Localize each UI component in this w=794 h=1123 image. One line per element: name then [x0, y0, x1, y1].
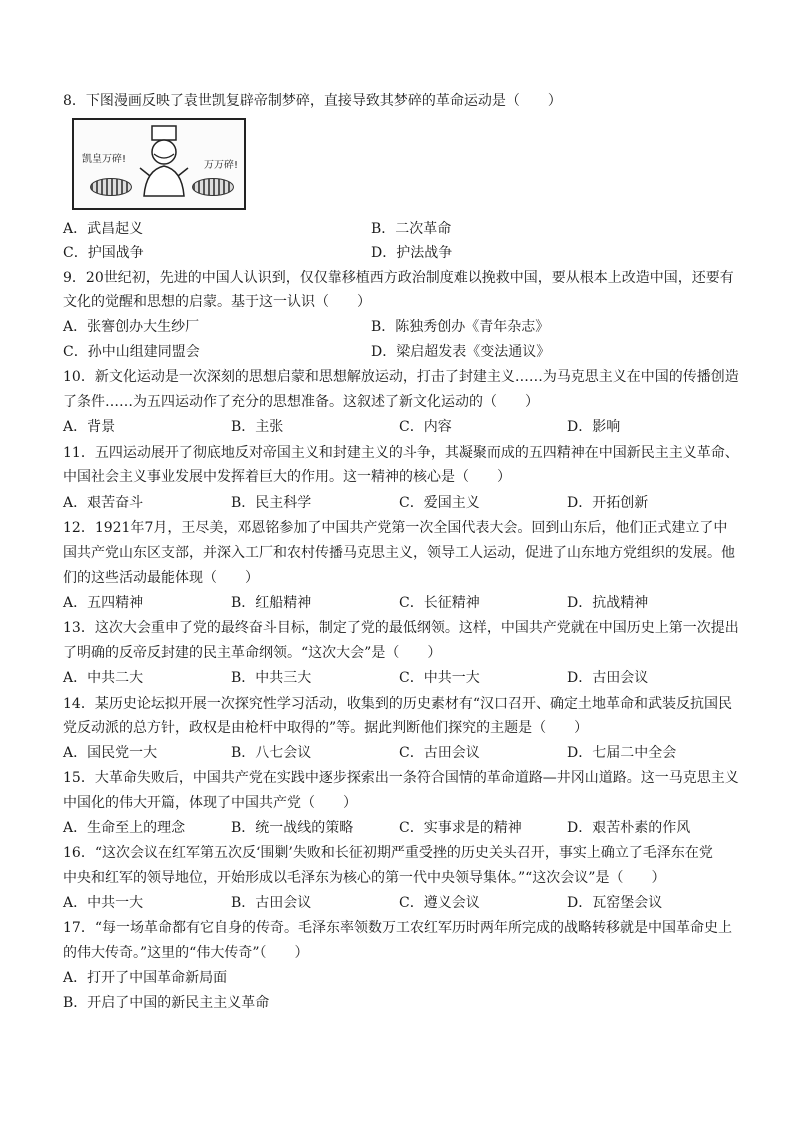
- q9-option-a[interactable]: A．张謇创办大生纱厂: [63, 319, 200, 335]
- question-17-stem-line2: 的伟大传奇。”这里的“伟大传奇”（ ）: [63, 945, 309, 961]
- q8-option-d[interactable]: D．护法战争: [371, 245, 453, 261]
- q12-option-b[interactable]: B．红船精神: [231, 595, 312, 611]
- q15-option-d[interactable]: D．艰苦朴素的作风: [567, 820, 691, 836]
- q14-option-c[interactable]: C．古田会议: [399, 745, 480, 761]
- q9-option-d[interactable]: D．梁启超发表《变法通议》: [371, 344, 551, 360]
- q14-option-a[interactable]: A．国民党一大: [63, 745, 158, 761]
- q8-option-b[interactable]: B．二次革命: [371, 221, 452, 237]
- q12-option-c[interactable]: C．长征精神: [399, 595, 480, 611]
- q15-option-a[interactable]: A．生命至上的理念: [63, 820, 186, 836]
- crowd-right-icon: [192, 178, 234, 196]
- q11-option-b[interactable]: B．民主科学: [231, 495, 312, 511]
- q9-option-c[interactable]: C．孙中山组建同盟会: [63, 344, 200, 360]
- question-16-stem-line1: 16．“这次会议在红军第五次反‘围剿’失败和长征初期严重受挫的历史关头召开，事实上确立了毛泽东在党: [63, 845, 713, 861]
- q12-option-a[interactable]: A．五四精神: [63, 595, 144, 611]
- q10-option-b[interactable]: B．主张: [231, 419, 284, 435]
- question-13-stem-line2: 了明确的反帝反封建的民主革命纲领。“这次大会”是（ ）: [63, 645, 442, 661]
- q15-option-b[interactable]: B．统一战线的策略: [231, 820, 354, 836]
- yuan-figure-icon: [136, 124, 192, 204]
- q12-option-d[interactable]: D．抗战精神: [567, 595, 649, 611]
- q11-option-a[interactable]: A．艰苦奋斗: [63, 495, 144, 511]
- q9-option-b[interactable]: B．陈独秀创办《青年杂志》: [371, 319, 550, 335]
- q8-option-c[interactable]: C．护国战争: [63, 245, 144, 261]
- q16-option-c[interactable]: C．遵义会议: [399, 895, 480, 911]
- q13-option-c[interactable]: C．中共一大: [399, 670, 480, 686]
- q15-option-c[interactable]: C．实事求是的精神: [399, 820, 522, 836]
- question-11-stem-line1: 11．五四运动展开了彻底地反对帝国主义和封建主义的斗争，其凝聚而成的五四精神在中国新民主主义革命、: [63, 445, 739, 461]
- q10-option-a[interactable]: A．背景: [63, 419, 116, 435]
- question-8-stem: 8．下图漫画反映了袁世凯复辟帝制梦碎，直接导致其梦碎的革命运动是（ ）: [63, 93, 562, 109]
- q17-option-b[interactable]: B．开启了中国的新民主主义革命: [63, 995, 270, 1011]
- question-17-stem-line1: 17．“每一场革命都有它自身的传奇。毛泽东率领数万工农红军历时两年所完成的战略转移就是中国革命史上: [63, 920, 732, 936]
- question-15-stem-line1: 15．大革命失败后，中国共产党在实践中逐步探索出一条符合国情的革命道路—井冈山道路。这一马克思主义: [63, 770, 739, 786]
- q10-option-d[interactable]: D．影响: [567, 419, 621, 435]
- question-10-stem-line1: 10．新文化运动是一次深刻的思想启蒙和思想解放运动，打击了封建主义……为马克思主义在中国的传播创造: [63, 369, 739, 385]
- question-16-stem-line2: 中央和红军的领导地位，开始形成以毛泽东为核心的第一代中央领导集体。”“这次会议”是（ ）: [63, 870, 666, 886]
- cartoon-right-text: 万万碎!: [204, 160, 239, 171]
- q11-option-d[interactable]: D．开拓创新: [567, 495, 649, 511]
- question-12-stem-line3: 们的这些活动最能体现（ ）: [63, 570, 259, 586]
- cartoon-left-text: 凯皇万碎!: [82, 154, 127, 165]
- question-9-stem-line1: 9．20世纪初，先进的中国人认识到，仅仅靠移植西方政治制度难以挽救中国，要从根本上改造中国，还要有: [63, 270, 734, 286]
- q11-option-c[interactable]: C．爱国主义: [399, 495, 480, 511]
- question-12-stem-line2: 国共产党山东区支部，并深入工厂和农村传播马克思主义，领导工人运动，促进了山东地方党组织的发展。他: [63, 545, 735, 561]
- cartoon-image: [72, 118, 246, 210]
- q14-option-d[interactable]: D．七届二中全会: [567, 745, 677, 761]
- q13-option-d[interactable]: D．古田会议: [567, 670, 649, 686]
- question-15-stem-line2: 中国化的伟大开篇，体现了中国共产党（ ）: [63, 795, 357, 811]
- question-9-stem-line2: 文化的觉醒和思想的启蒙。基于这一认识（ ）: [63, 294, 371, 310]
- crowd-left-icon: [90, 178, 132, 196]
- question-12-stem-line1: 12．1921年7月，王尽美，邓恩铭参加了中国共产党第一次全国代表大会。回到山东后，他们正式建立了中: [63, 520, 728, 536]
- q13-option-b[interactable]: B．中共三大: [231, 670, 312, 686]
- q16-option-d[interactable]: D．瓦窑堡会议: [567, 895, 663, 911]
- question-14-stem-line1: 14．某历史论坛拟开展一次探究性学习活动，收集到的历史素材有“汉口召开、确定土地革命和武装反抗国民: [63, 696, 732, 712]
- question-14-stem-line2: 党反动派的总方针，政权是由枪杆中取得的”等。据此判断他们探究的主题是（ ）: [63, 720, 589, 736]
- q10-option-c[interactable]: C．内容: [399, 419, 452, 435]
- q16-option-b[interactable]: B．古田会议: [231, 895, 312, 911]
- question-11-stem-line2: 中国社会主义事业发展中发挥着巨大的作用。这一精神的核心是（ ）: [63, 469, 511, 485]
- question-10-stem-line2: 了条件……为五四运动作了充分的思想准备。这叙述了新文化运动的（ ）: [63, 394, 539, 410]
- q17-option-a[interactable]: A．打开了中国革命新局面: [63, 970, 228, 986]
- q14-option-b[interactable]: B．八七会议: [231, 745, 312, 761]
- question-13-stem-line1: 13．这次大会重申了党的最终奋斗目标，制定了党的最低纲领。这样，中国共产党就在中国历史上第一次提出: [63, 620, 739, 636]
- q8-option-a[interactable]: A．武昌起义: [63, 221, 144, 237]
- q16-option-a[interactable]: A．中共一大: [63, 895, 144, 911]
- q13-option-a[interactable]: A．中共二大: [63, 670, 144, 686]
